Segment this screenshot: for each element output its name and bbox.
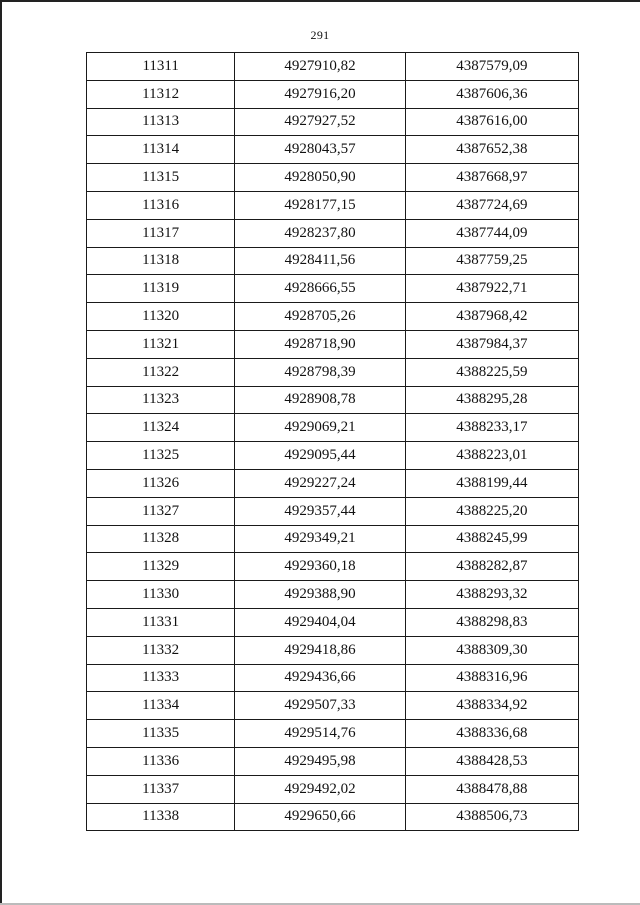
point-number-cell: 11333: [87, 664, 235, 692]
y-coordinate-cell: 4388245,99: [405, 525, 578, 553]
point-number-cell: 11334: [87, 692, 235, 720]
y-coordinate-cell: 4388282,87: [405, 553, 578, 581]
y-coordinate-cell: 4387984,37: [405, 330, 578, 358]
table-row: [87, 191, 579, 219]
point-number-cell: 11321: [87, 330, 235, 358]
point-number-cell: 11331: [87, 608, 235, 636]
table-row: [87, 442, 579, 470]
x-coordinate-cell: 4928411,56: [235, 247, 405, 275]
y-coordinate-cell: 4388225,20: [405, 497, 578, 525]
table-row: [87, 414, 579, 442]
y-coordinate-cell: 4387652,38: [405, 136, 578, 164]
y-coordinate-cell: 4388293,32: [405, 581, 578, 609]
point-number-cell: 11337: [87, 775, 235, 803]
y-coordinate-cell: 4388428,53: [405, 747, 578, 775]
y-coordinate-cell: 4388225,59: [405, 358, 578, 386]
x-coordinate-cell: 4929360,18: [235, 553, 405, 581]
table-row: [87, 747, 579, 775]
table-row: [87, 692, 579, 720]
page-edge-top: [0, 0, 640, 2]
y-coordinate-cell: 4387579,09: [405, 53, 578, 81]
table-row: [87, 720, 579, 748]
table-row: [87, 136, 579, 164]
table-row: [87, 53, 579, 81]
x-coordinate-cell: 4929227,24: [235, 469, 405, 497]
point-number-cell: 11312: [87, 80, 235, 108]
y-coordinate-cell: 4388316,96: [405, 664, 578, 692]
point-number-cell: 11326: [87, 469, 235, 497]
point-number-cell: 11336: [87, 747, 235, 775]
y-coordinate-cell: 4388478,88: [405, 775, 578, 803]
x-coordinate-cell: 4929388,90: [235, 581, 405, 609]
x-coordinate-cell: 4928050,90: [235, 164, 405, 192]
point-number-cell: 11316: [87, 191, 235, 219]
x-coordinate-cell: 4929418,86: [235, 636, 405, 664]
x-coordinate-cell: 4928043,57: [235, 136, 405, 164]
table-row: [87, 553, 579, 581]
point-number-cell: 11317: [87, 219, 235, 247]
x-coordinate-cell: 4929650,66: [235, 803, 405, 831]
table-row: [87, 803, 579, 831]
table-row: [87, 330, 579, 358]
x-coordinate-cell: 4929349,21: [235, 525, 405, 553]
point-number-cell: 11313: [87, 108, 235, 136]
x-coordinate-cell: 4927927,52: [235, 108, 405, 136]
point-number-cell: 11319: [87, 275, 235, 303]
x-coordinate-cell: 4929495,98: [235, 747, 405, 775]
point-number-cell: 11323: [87, 386, 235, 414]
point-number-cell: 11328: [87, 525, 235, 553]
x-coordinate-cell: 4929095,44: [235, 442, 405, 470]
coordinates-table: [86, 52, 579, 831]
x-coordinate-cell: 4927916,20: [235, 80, 405, 108]
x-coordinate-cell: 4929507,33: [235, 692, 405, 720]
x-coordinate-cell: 4928177,15: [235, 191, 405, 219]
x-coordinate-cell: 4928798,39: [235, 358, 405, 386]
table-row: [87, 386, 579, 414]
y-coordinate-cell: 4388336,68: [405, 720, 578, 748]
x-coordinate-cell: 4929404,04: [235, 608, 405, 636]
table-row: [87, 581, 579, 609]
y-coordinate-cell: 4387968,42: [405, 303, 578, 331]
table-row: [87, 164, 579, 192]
table-row: [87, 608, 579, 636]
y-coordinate-cell: 4388334,92: [405, 692, 578, 720]
point-number-cell: 11311: [87, 53, 235, 81]
x-coordinate-cell: 4929492,02: [235, 775, 405, 803]
point-number-cell: 11320: [87, 303, 235, 331]
y-coordinate-cell: 4387724,69: [405, 191, 578, 219]
point-number-cell: 11332: [87, 636, 235, 664]
x-coordinate-cell: 4928666,55: [235, 275, 405, 303]
y-coordinate-cell: 4388298,83: [405, 608, 578, 636]
y-coordinate-cell: 4387606,36: [405, 80, 578, 108]
x-coordinate-cell: 4928237,80: [235, 219, 405, 247]
page-edge-left: [0, 0, 2, 905]
point-number-cell: 11315: [87, 164, 235, 192]
table-row: [87, 664, 579, 692]
x-coordinate-cell: 4928908,78: [235, 386, 405, 414]
table-row: [87, 247, 579, 275]
table-row: [87, 219, 579, 247]
table-row: [87, 469, 579, 497]
y-coordinate-cell: 4388309,30: [405, 636, 578, 664]
x-coordinate-cell: 4929436,66: [235, 664, 405, 692]
table-row: [87, 303, 579, 331]
x-coordinate-cell: 4929069,21: [235, 414, 405, 442]
table-row: [87, 108, 579, 136]
table-row: [87, 636, 579, 664]
point-number-cell: 11318: [87, 247, 235, 275]
y-coordinate-cell: 4388223,01: [405, 442, 578, 470]
table-row: [87, 525, 579, 553]
y-coordinate-cell: 4388506,73: [405, 803, 578, 831]
y-coordinate-cell: 4387759,25: [405, 247, 578, 275]
coordinates-table-body: [87, 53, 579, 831]
point-number-cell: 11325: [87, 442, 235, 470]
point-number-cell: 11330: [87, 581, 235, 609]
point-number-cell: 11324: [87, 414, 235, 442]
y-coordinate-cell: 4388233,17: [405, 414, 578, 442]
point-number-cell: 11327: [87, 497, 235, 525]
table-row: [87, 358, 579, 386]
point-number-cell: 11314: [87, 136, 235, 164]
x-coordinate-cell: 4928718,90: [235, 330, 405, 358]
point-number-cell: 11338: [87, 803, 235, 831]
point-number-cell: 11322: [87, 358, 235, 386]
y-coordinate-cell: 4388199,44: [405, 469, 578, 497]
y-coordinate-cell: 4387744,09: [405, 219, 578, 247]
x-coordinate-cell: 4929357,44: [235, 497, 405, 525]
x-coordinate-cell: 4929514,76: [235, 720, 405, 748]
y-coordinate-cell: 4387922,71: [405, 275, 578, 303]
y-coordinate-cell: 4387668,97: [405, 164, 578, 192]
y-coordinate-cell: 4388295,28: [405, 386, 578, 414]
table-row: [87, 80, 579, 108]
table-row: [87, 775, 579, 803]
x-coordinate-cell: 4928705,26: [235, 303, 405, 331]
point-number-cell: 11329: [87, 553, 235, 581]
x-coordinate-cell: 4927910,82: [235, 53, 405, 81]
table-row: [87, 275, 579, 303]
point-number-cell: 11335: [87, 720, 235, 748]
table-row: [87, 497, 579, 525]
page-number: 291: [310, 28, 330, 42]
y-coordinate-cell: 4387616,00: [405, 108, 578, 136]
